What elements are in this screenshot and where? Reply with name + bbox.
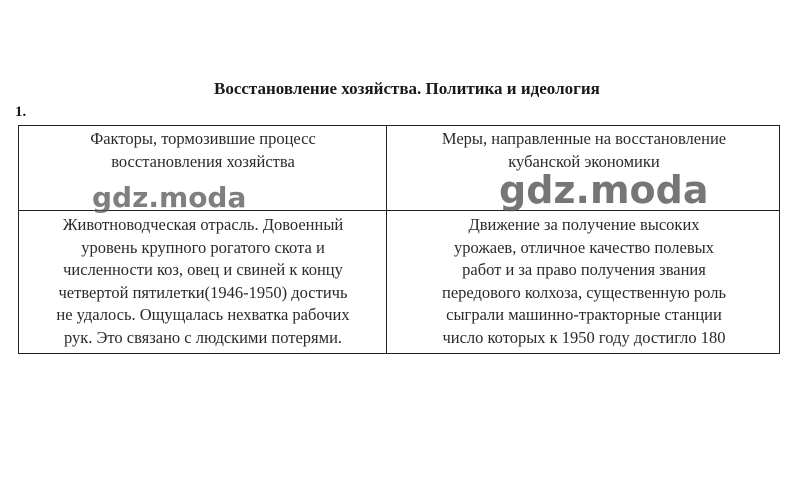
watermark-right: gdz.moda	[499, 168, 709, 212]
table-column-divider	[386, 126, 387, 353]
watermark-left: gdz.moda	[92, 181, 247, 214]
table-header-factors: Факторы, тормозившие процесс восстановления хозяйства	[90, 129, 316, 171]
table-cell-measures: Движение за получение высоких урожаев, отличное качество полевых работ и за право получения звания передового колхоза, существенную роль сыграли машинно-тракторные станции число которых к 1950 году достигло 180	[442, 215, 726, 347]
task-number: 1.	[15, 104, 27, 120]
factors-measures-table	[18, 125, 780, 354]
table-header-measures: Меры, направленные на восстановление кубанской экономики	[441, 129, 727, 171]
page-title: Восстановление хозяйства. Политика и идеология	[214, 79, 600, 98]
table-cell-factors: Животноводческая отрасль. Довоенный уровень крупного рогатого скота и численности коз, овец и свиней к концу четвертой пятилетки(1946-1950) достичь не удалось. Ощущалась нехватка рабочих рук. Это связано с людскими потерями.	[56, 215, 350, 347]
